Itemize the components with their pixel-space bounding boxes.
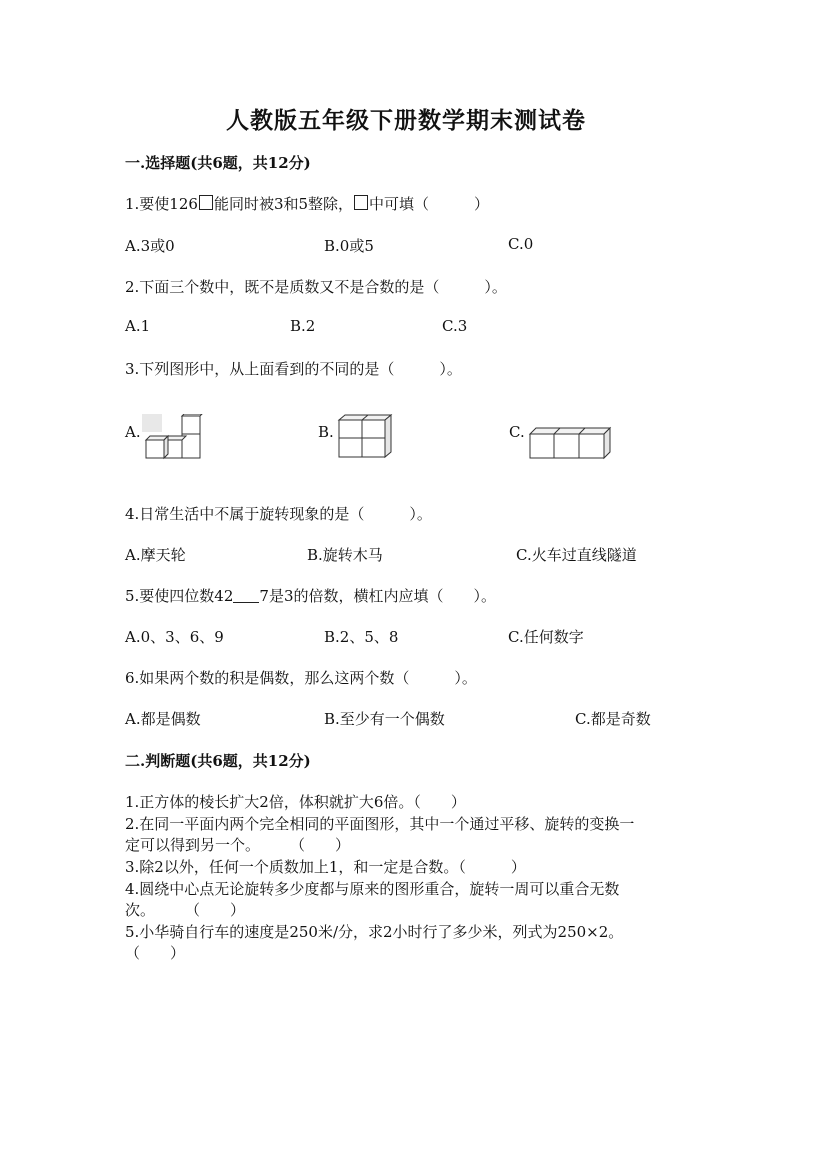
judge-line-5: 4.圆绕中心点无论旋转多少度都与原来的图形重合，旋转一周可以重合无数 xyxy=(125,880,620,898)
question-1-prefix: 1.要使126 xyxy=(125,195,198,213)
question-2: 2.下面三个数中，既不是质数又不是合数的是（ ）。 xyxy=(125,278,507,296)
q6-option-a: A.都是偶数 xyxy=(125,710,201,728)
q2-option-c: C.3 xyxy=(442,317,468,335)
question-5-suffix: 7是3的倍数，横杠内应填（ ）。 xyxy=(259,587,496,605)
q4-option-a: A.摩天轮 xyxy=(125,546,186,564)
judge-line-7: 5.小华骑自行车的速度是250米/分，求2小时行了多少米，列式为250×2。 xyxy=(125,923,624,941)
cube-stack-figure-b xyxy=(337,414,393,460)
q4-option-c: C.火车过直线隧道 xyxy=(516,546,637,564)
q3-option-a: A. xyxy=(125,423,141,441)
question-1 xyxy=(125,193,489,214)
q4-option-b: B.旋转木马 xyxy=(307,546,383,564)
judge-line-3: 定可以得到另一个。 （ ） xyxy=(125,836,351,854)
q6-option-b: B.至少有一个偶数 xyxy=(324,710,445,728)
answer-blank xyxy=(233,588,259,603)
q1-option-b: B.0或5 xyxy=(324,237,374,255)
square-box-icon xyxy=(199,195,213,210)
q1-option-c: C.0 xyxy=(508,235,534,253)
q5-option-b: B.2、5、8 xyxy=(324,628,399,646)
q3-option-c: C. xyxy=(509,423,525,441)
judge-line-6: 次。 （ ） xyxy=(125,901,246,919)
q1-option-a: A.3或0 xyxy=(125,237,175,255)
question-1-middle: 能同时被3和5整除， xyxy=(213,195,354,213)
q2-option-a: A.1 xyxy=(125,317,151,335)
question-5-prefix: 5.要使四位数42 xyxy=(125,587,234,605)
judge-line-8: （ ） xyxy=(125,944,186,962)
q2-option-b: B.2 xyxy=(290,317,316,335)
question-1-suffix: 中可填（ ） xyxy=(369,195,490,213)
question-6: 6.如果两个数的积是偶数，那么这两个数（ ）。 xyxy=(125,669,477,687)
cube-row-figure-c xyxy=(528,426,614,462)
square-box-icon xyxy=(354,195,368,210)
judge-line-1: 1.正方体的棱长扩大2倍，体积就扩大6倍。（ ） xyxy=(125,793,466,811)
q5-option-a: A.0、3、6、9 xyxy=(125,628,224,646)
section-2-heading: 二.判断题(共6题，共12分) xyxy=(125,752,311,770)
cube-stack-figure-a xyxy=(142,414,206,462)
page-title: 人教版五年级下册数学期末测试卷 xyxy=(226,107,586,134)
question-4: 4.日常生活中不属于旋转现象的是（ ）。 xyxy=(125,505,432,523)
judge-line-2: 2.在同一平面内两个完全相同的平面图形，其中一个通过平移、旋转的变换一 xyxy=(125,815,635,833)
q3-option-b: B. xyxy=(318,423,334,441)
question-5 xyxy=(125,585,496,606)
section-1-heading: 一.选择题(共6题，共12分) xyxy=(125,154,311,172)
judge-line-4: 3.除2以外，任何一个质数加上1，和一定是合数。（ ） xyxy=(125,858,526,876)
q5-option-c: C.任何数字 xyxy=(508,628,584,646)
question-3: 3.下列图形中，从上面看到的不同的是（ ）。 xyxy=(125,360,462,378)
q6-option-c: C.都是奇数 xyxy=(575,710,651,728)
